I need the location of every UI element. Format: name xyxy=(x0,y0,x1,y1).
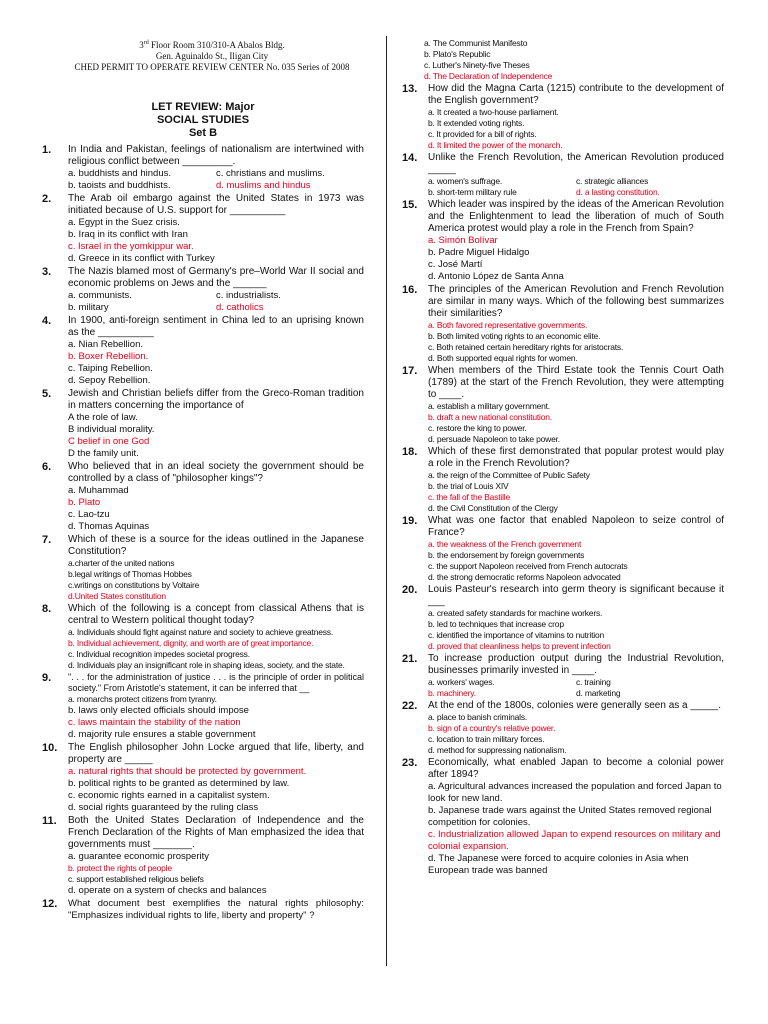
question-number: 12. xyxy=(42,898,58,910)
question-6 xyxy=(42,461,364,533)
question-number: 17. xyxy=(402,365,418,377)
option-b-answer: b. sign of a country's relative power. xyxy=(428,723,556,733)
option-a: a. buddhists and hindus. xyxy=(68,168,171,179)
question-text: Which of these is a source for the ideas outlined in the Japanese Constitution? xyxy=(68,534,364,557)
question-1 xyxy=(42,144,364,192)
question-19 xyxy=(402,515,724,583)
option-c: c. Individual recognition impedes societal progress. xyxy=(68,649,250,659)
option-c-answer: c. the fall of the Bastille xyxy=(428,492,511,502)
option-a: a. communists. xyxy=(68,290,132,301)
option-b-answer: b. Individual achievement, dignity, and worth are of great importance. xyxy=(68,638,314,648)
question-number: 11. xyxy=(42,815,57,827)
option-d: d. Both supported equal rights for women. xyxy=(428,353,578,363)
question-number: 16. xyxy=(402,284,418,296)
question-text: The Arab oil embargo against the United States in 1973 was initiated because of U.S. support for __________ xyxy=(68,193,364,216)
question-number: 15. xyxy=(402,199,418,211)
option-d: d. Greece in its conflict with Turkey xyxy=(68,253,215,264)
question-text: The principles of the American Revolution and French Revolution are similar in many ways. Which of the following best summarizes their similarities? xyxy=(428,284,724,319)
question-number: 19. xyxy=(402,515,418,527)
question-12 xyxy=(42,898,364,922)
option-b: b. the endorsement by foreign governments xyxy=(428,550,585,560)
question-21 xyxy=(402,653,724,699)
option-a: a. Nian Rebellion. xyxy=(68,339,143,350)
question-3 xyxy=(42,266,364,314)
question-number: 18. xyxy=(402,446,418,458)
option-c: c. location to train military forces. xyxy=(428,734,545,744)
option-d: d. operate on a system of checks and balances xyxy=(68,885,267,896)
header-line-2: Gen. Aguinaldo St., Iligan City xyxy=(155,51,269,61)
question-10 xyxy=(42,742,364,814)
option-c-answer: c. laws maintain the stability of the nation xyxy=(68,717,241,728)
option-b-answer: b. Plato xyxy=(68,497,101,508)
question-text: To increase production output during the Industrial Revolution, businesses primarily invested in ____. xyxy=(428,653,724,676)
question-20 xyxy=(402,584,724,652)
option-a: a. the reign of the Committee of Public Safety xyxy=(428,470,590,480)
question-number: 1. xyxy=(42,144,52,156)
option-b: b. Padre Miguel Hidalgo xyxy=(428,247,530,258)
option-c: c. economic rights earned in a capitalist system. xyxy=(68,790,270,801)
option-b-answer: b. protect the rights of people xyxy=(68,863,172,873)
question-text: What document best exemplifies the natural rights philosophy: "Emphasizes individual rights to life, liberty and property" ? xyxy=(68,898,364,921)
question-number: 13. xyxy=(402,83,418,95)
question-text: Unlike the French Revolution, the American Revolution produced _____ xyxy=(428,152,724,175)
option-c: c. the support Napoleon received from French autocrats xyxy=(428,561,628,571)
question-text: What was one factor that enabled Napoleon to seize control of France? xyxy=(428,515,724,538)
option-c: c.writings on constitutions by Voltaire xyxy=(68,580,200,590)
option-c: c. It provided for a bill of rights. xyxy=(428,129,537,139)
option-c: c. training xyxy=(576,677,611,687)
option-a: a. It created a two-house parliament. xyxy=(428,107,559,117)
option-b: b. Japanese trade wars against the United States removed regional competition for colonies. xyxy=(428,805,712,828)
question-number: 6. xyxy=(42,461,52,473)
question-12-options xyxy=(402,38,724,82)
option-d: d. Individuals play an insignificant role in shaping ideas, society, and the state. xyxy=(68,660,345,670)
title-line-2: SOCIAL STUDIES xyxy=(156,114,250,126)
question-text: Which of these first demonstrated that popular protest would play a role in the French Revolution? xyxy=(428,446,724,469)
right-column xyxy=(402,38,724,878)
option-a: a. monarchs protect citizens from tyranny. xyxy=(68,694,217,704)
question-text: In India and Pakistan, feelings of nationalism are intertwined with religious conflict between _________. xyxy=(68,144,364,167)
option-c: c. Taiping Rebellion. xyxy=(68,363,153,374)
question-number: 20. xyxy=(402,584,418,596)
option-c: c. support established religious beliefs xyxy=(68,874,204,884)
question-number: 14. xyxy=(402,152,418,164)
option-b: b. short-term military rule xyxy=(428,187,517,197)
option-d-answer: d. proved that cleanliness helps to prevent infection xyxy=(428,641,611,651)
option-d: d. marketing xyxy=(576,688,621,698)
question-number: 10. xyxy=(42,742,58,754)
question-23 xyxy=(402,757,724,877)
option-b-answer: b. Boxer Rebellion. xyxy=(68,351,149,362)
option-b: b. military xyxy=(68,302,109,313)
question-text: At the end of the 1800s, colonies were generally seen as a _____. xyxy=(428,700,721,711)
question-text: Jewish and Christian beliefs differ from the Greco-Roman tradition in matters concerning the importance of xyxy=(68,388,364,411)
option-a-answer: a. natural rights that should be protected by government. xyxy=(68,766,307,777)
question-11 xyxy=(42,815,364,897)
question-17 xyxy=(402,365,724,445)
left-column xyxy=(42,38,364,923)
option-c: c. restore the king to power. xyxy=(428,423,527,433)
option-b: b.legal writings of Thomas Hobbes xyxy=(68,569,192,579)
question-14 xyxy=(402,152,724,198)
option-c: c. Lao-tzu xyxy=(68,509,110,520)
option-c: c. Luther's Ninety-five Theses xyxy=(424,60,530,70)
question-number: 5. xyxy=(42,388,52,400)
option-a-answer: a. Both favored representative governments. xyxy=(428,320,588,330)
question-9 xyxy=(42,672,364,741)
title-block xyxy=(42,101,364,140)
option-d-answer: d. muslims and hindus xyxy=(216,180,311,191)
question-number: 21. xyxy=(402,653,418,665)
option-b-answer: b. machinery. xyxy=(428,688,476,698)
option-d-answer: d. a lasting constitution. xyxy=(576,187,660,197)
option-c: c. identified the importance of vitamins to nutrition xyxy=(428,630,605,640)
option-a: a. Individuals should fight against nature and society to achieve greatness. xyxy=(68,627,334,637)
option-b: b. Both limited voting rights to an economic elite. xyxy=(428,331,601,341)
option-d-answer: d. It limited the power of the monarch. xyxy=(428,140,563,150)
option-d: D the family unit. xyxy=(68,448,139,459)
question-text: When members of the Third Estate took the Tennis Court Oath (1789) at the start of the French Revolution, they were attempting to ____. xyxy=(428,365,724,400)
header-line-1: 3rd Floor Room 310/310-A Abalos Bldg. xyxy=(139,40,285,50)
option-b: b. led to techniques that increase crop xyxy=(428,619,564,629)
option-a: a. The Communist Manifesto xyxy=(424,38,528,48)
option-a: a.charter of the united nations xyxy=(68,558,175,568)
question-text: The Nazis blamed most of Germany's pre–World War II social and economic problems on Jews and the ______ xyxy=(68,266,364,289)
option-c: c. Both retained certain hereditary rights for aristocrats. xyxy=(428,342,624,352)
option-a-answer: a. the weakness of the French government xyxy=(428,539,582,549)
option-a: a. Egypt in the Suez crisis. xyxy=(68,217,180,228)
option-d: d. Sepoy Rebellion. xyxy=(68,375,151,386)
option-a: A the role of law. xyxy=(68,412,138,423)
title-line-3: Set B xyxy=(188,127,218,139)
question-text: ". . . for the administration of justice . . . is the principle of order in political society." From Aristotle's statement, it can be inferred that __ xyxy=(68,672,364,693)
question-number: 22. xyxy=(402,700,418,712)
question-text: The English philosopher John Locke argued that life, liberty, and property are _____ xyxy=(68,742,364,765)
question-2 xyxy=(42,193,364,265)
option-d: d. Antonio López de Santa Anna xyxy=(428,271,564,282)
option-c: c. industrialists. xyxy=(216,290,281,301)
question-text: Both the United States Declaration of Independence and the French Declaration of the Rights of Man emphasized the idea that governments must _______. xyxy=(68,815,364,850)
option-d-answer: d.United States constitution xyxy=(68,591,166,601)
option-a: a. establish a military government. xyxy=(428,401,550,411)
question-text: Which of the following is a concept from classical Athens that is central to Western political thought today? xyxy=(68,603,364,626)
option-b: b. taoists and buddhists. xyxy=(68,180,171,191)
question-text: Economically, what enabled Japan to become a colonial power after 1894? xyxy=(428,757,724,780)
title-line-1: LET REVIEW: Major xyxy=(151,101,255,113)
option-d: d. majority rule ensures a stable government xyxy=(68,729,256,740)
option-a: a. workers' wages. xyxy=(428,677,495,687)
option-a: a. women's suffrage. xyxy=(428,176,503,186)
option-b: b. laws only elected officials should impose xyxy=(68,705,249,716)
question-15 xyxy=(402,199,724,283)
option-c-answer: C belief in one God xyxy=(68,436,150,447)
option-c: c. strategic alliances xyxy=(576,176,649,186)
option-d: d. persuade Napoleon to take power. xyxy=(428,434,560,444)
question-text: Louis Pasteur's research into germ theory is significant because it ___ xyxy=(428,584,724,607)
question-number: 7. xyxy=(42,534,52,546)
option-a: a. Agricultural advances increased the population and forced Japan to look for new land. xyxy=(428,781,722,804)
option-d-answer: d. The Declaration of Independence xyxy=(424,71,553,81)
option-a: a. Muhammad xyxy=(68,485,129,496)
option-c: c. christians and muslims. xyxy=(216,168,325,179)
option-b-answer: b. draft a new national constitution. xyxy=(428,412,552,422)
question-text: How did the Magna Carta (1215) contribute to the development of the English government? xyxy=(428,83,724,106)
option-b: b. the trial of Louis XIV xyxy=(428,481,509,491)
question-16 xyxy=(402,284,724,364)
question-number: 3. xyxy=(42,266,52,278)
question-number: 2. xyxy=(42,193,52,205)
option-a-answer: a. Simón Bolívar xyxy=(428,235,498,246)
option-c-answer: c. Israel in the yomkippur war. xyxy=(68,241,194,252)
question-7 xyxy=(42,534,364,602)
question-4 xyxy=(42,315,364,387)
column-divider xyxy=(386,36,387,966)
question-text: Who believed that in an ideal society the government should be controlled by a class of "philosopher kings"? xyxy=(68,461,364,484)
option-d: d. social rights guaranteed by the ruling class xyxy=(68,802,259,813)
header xyxy=(60,38,364,73)
question-number: 23. xyxy=(402,757,418,769)
question-13 xyxy=(402,83,724,151)
option-b: b. political rights to be granted as determined by law. xyxy=(68,778,290,789)
option-d: d. The Japanese were forced to acquire colonies in Asia when European trade was banned xyxy=(428,853,689,876)
option-a: a. guarantee economic prosperity xyxy=(68,851,209,862)
option-d: d. method for suppressing nationalism. xyxy=(428,745,567,755)
option-b: b. Plato's Republic xyxy=(424,49,491,59)
option-d: d. the Civil Constitution of the Clergy xyxy=(428,503,558,513)
question-8 xyxy=(42,603,364,671)
option-a: a. place to banish criminals. xyxy=(428,712,528,722)
option-d: d. the strong democratic reforms Napoleon advocated xyxy=(428,572,621,582)
question-5 xyxy=(42,388,364,460)
option-c: c. José Martí xyxy=(428,259,483,270)
question-number: 8. xyxy=(42,603,52,615)
option-b: b. It extended voting rights. xyxy=(428,118,525,128)
option-a: a. created safety standards for machine workers. xyxy=(428,608,603,618)
option-b: B individual morality. xyxy=(68,424,155,435)
question-number: 9. xyxy=(42,672,52,684)
question-text: In 1900, anti-foreign sentiment in China led to an uprising known as the __________ xyxy=(68,315,364,338)
option-d: d. Thomas Aquinas xyxy=(68,521,150,532)
option-d-answer: d. catholics xyxy=(216,302,264,313)
header-line-3: CHED PERMIT TO OPERATE REVIEW CENTER No. 035 Series of 2008 xyxy=(74,62,350,72)
question-text: Which leader was inspired by the ideas of the American Revolution and the Enlightenment to lead the liberation of much of South America protest would play a role in the French from Spain? xyxy=(428,199,724,234)
option-b: b. Iraq in its conflict with Iran xyxy=(68,229,188,240)
option-c-answer: c. Industrialization allowed Japan to expend resources on military and colonial expansion. xyxy=(428,829,721,852)
question-18 xyxy=(402,446,724,514)
question-22 xyxy=(402,700,724,756)
question-number: 4. xyxy=(42,315,52,327)
